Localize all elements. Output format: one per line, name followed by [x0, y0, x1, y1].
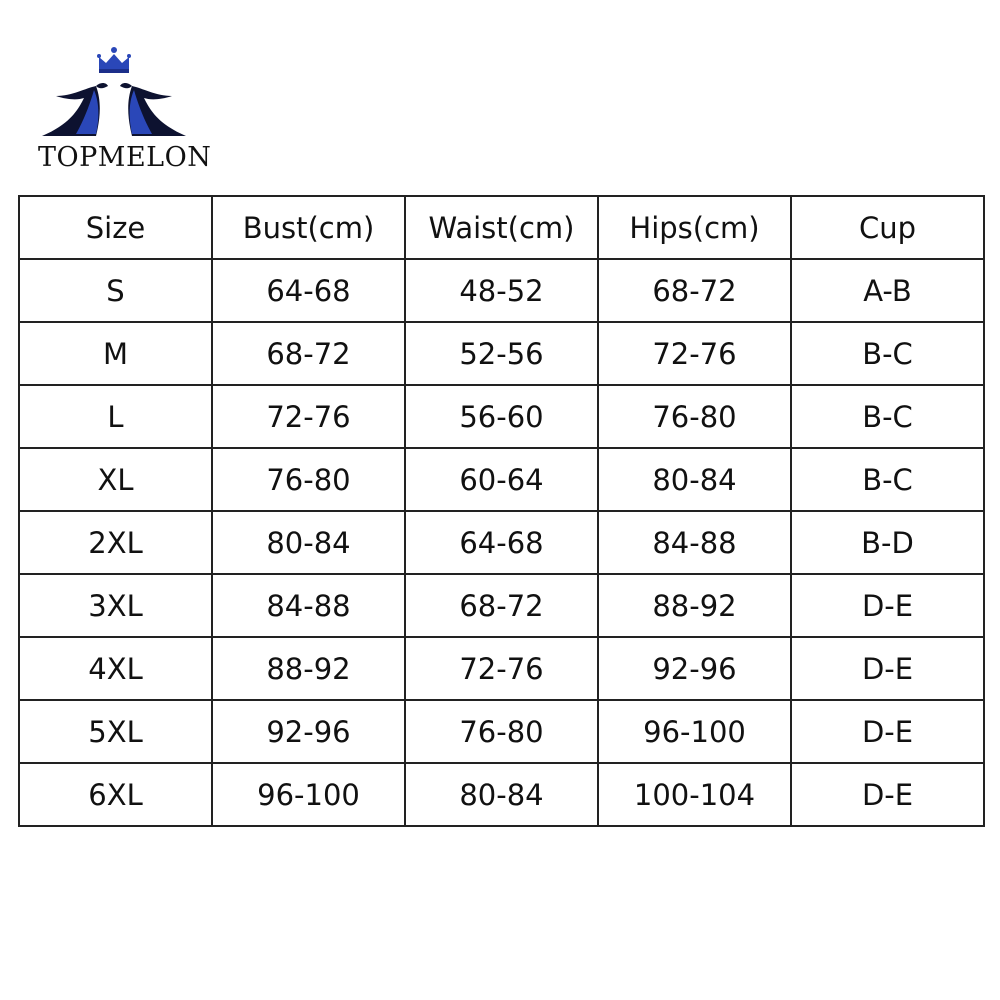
cell-cup: B-D — [791, 511, 984, 574]
cell-cup: D-E — [791, 574, 984, 637]
cell-waist: 80-84 — [405, 763, 598, 826]
cell-cup: B-C — [791, 322, 984, 385]
cell-size: 6XL — [19, 763, 212, 826]
cell-size: 4XL — [19, 637, 212, 700]
cell-bust: 88-92 — [212, 637, 405, 700]
cell-cup: B-C — [791, 385, 984, 448]
cell-cup: B-C — [791, 448, 984, 511]
cell-size: 2XL — [19, 511, 212, 574]
cell-waist: 64-68 — [405, 511, 598, 574]
table-row — [19, 385, 984, 448]
table-row — [19, 259, 984, 322]
cell-hips: 92-96 — [598, 637, 791, 700]
size-chart-table — [18, 195, 985, 827]
table-row — [19, 448, 984, 511]
brand-name: TOPMELON — [38, 142, 212, 173]
cell-waist: 68-72 — [405, 574, 598, 637]
header-bust: Bust(cm) — [212, 196, 405, 259]
cell-bust: 92-96 — [212, 700, 405, 763]
table-row — [19, 637, 984, 700]
table-row — [19, 763, 984, 826]
cell-waist: 60-64 — [405, 448, 598, 511]
table-header-row — [19, 196, 984, 259]
cell-hips: 76-80 — [598, 385, 791, 448]
cell-bust: 64-68 — [212, 259, 405, 322]
cell-size: S — [19, 259, 212, 322]
cell-waist: 56-60 — [405, 385, 598, 448]
table-row — [19, 700, 984, 763]
cell-cup: A-B — [791, 259, 984, 322]
cell-bust: 80-84 — [212, 511, 405, 574]
cell-size: L — [19, 385, 212, 448]
cell-waist: 48-52 — [405, 259, 598, 322]
cell-cup: D-E — [791, 763, 984, 826]
header-size: Size — [19, 196, 212, 259]
brand-logo — [38, 44, 212, 179]
cell-cup: D-E — [791, 700, 984, 763]
cell-hips: 72-76 — [598, 322, 791, 385]
cell-bust: 84-88 — [212, 574, 405, 637]
header-waist: Waist(cm) — [405, 196, 598, 259]
cell-size: 5XL — [19, 700, 212, 763]
left-bird-icon — [42, 83, 108, 136]
cell-bust: 76-80 — [212, 448, 405, 511]
cell-bust: 72-76 — [212, 385, 405, 448]
cell-bust: 68-72 — [212, 322, 405, 385]
cell-hips: 96-100 — [598, 700, 791, 763]
cell-cup: D-E — [791, 637, 984, 700]
cell-waist: 52-56 — [405, 322, 598, 385]
cell-hips: 88-92 — [598, 574, 791, 637]
cell-waist: 76-80 — [405, 700, 598, 763]
header-hips: Hips(cm) — [598, 196, 791, 259]
cell-hips: 84-88 — [598, 511, 791, 574]
cell-bust: 96-100 — [212, 763, 405, 826]
header-cup: Cup — [791, 196, 984, 259]
table-row — [19, 322, 984, 385]
cell-size: M — [19, 322, 212, 385]
cell-waist: 72-76 — [405, 637, 598, 700]
cell-hips: 100-104 — [598, 763, 791, 826]
crown-birds-icon — [38, 44, 190, 144]
cell-size: 3XL — [19, 574, 212, 637]
table-row — [19, 511, 984, 574]
cell-size: XL — [19, 448, 212, 511]
table-row — [19, 574, 984, 637]
right-bird-icon — [120, 83, 186, 136]
crown-icon — [97, 47, 131, 73]
cell-hips: 68-72 — [598, 259, 791, 322]
cell-hips: 80-84 — [598, 448, 791, 511]
